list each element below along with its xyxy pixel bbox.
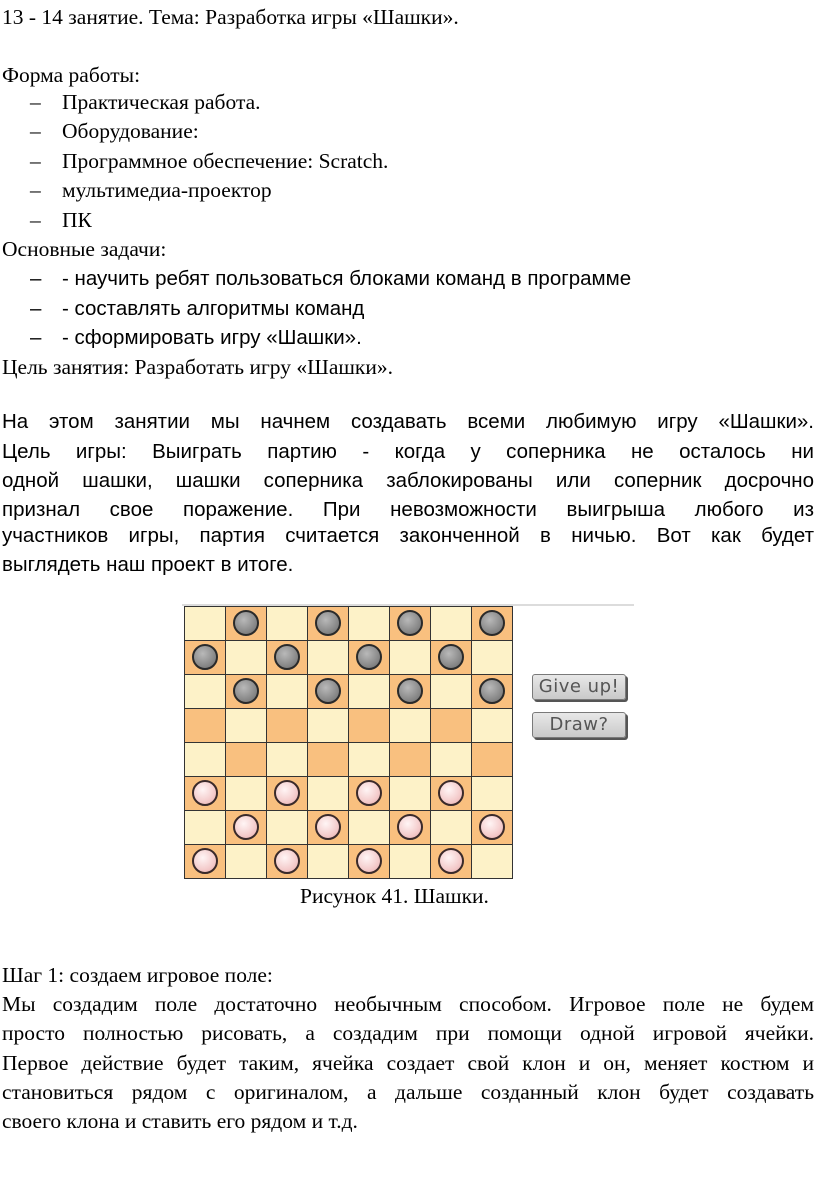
intro-line: На этом занятии мы начнем создавать всеми любимую игру «Шашки». [2,410,814,433]
dark-checker-piece[interactable] [356,644,382,670]
board-square[interactable] [471,844,513,879]
dark-checker-piece[interactable] [233,610,259,636]
page-title: 13 - 14 занятие. Тема: Разработка игры «Шашки». [2,5,459,29]
board-square[interactable] [307,742,349,777]
board-square[interactable] [266,742,308,777]
board-square[interactable] [348,810,390,845]
light-checker-piece[interactable] [356,848,382,874]
step1-line: Первое действие будет таким, ячейка создает свой клон и он, меняет костюм и [2,1051,814,1075]
board-square[interactable] [225,742,267,777]
light-checker-piece[interactable] [479,814,505,840]
form-list-item: – Программное обеспечение: Scratch. [30,149,389,173]
board-square[interactable] [225,844,267,879]
board-square[interactable] [430,742,472,777]
board-square[interactable] [471,640,513,675]
board-square[interactable] [389,844,431,879]
light-checker-piece[interactable] [356,780,382,806]
light-checker-piece[interactable] [274,780,300,806]
board-square[interactable] [225,640,267,675]
board-square[interactable] [389,640,431,675]
board-square[interactable] [184,606,226,641]
form-list-item: – мультимедиа-проектор [30,178,272,202]
intro-line: Цель игры: Выиграть партию - когда у соперника не осталось ни [2,440,814,463]
figure-caption: Рисунок 41. Шашки. [300,884,489,908]
board-square[interactable] [266,708,308,743]
tasks-list-item: – - составлять алгоритмы команд [30,297,365,320]
step1-line: становиться рядом с оригиналом, а дальше созданный клон будет создавать [2,1080,814,1104]
board-square[interactable] [430,810,472,845]
board-square[interactable] [389,708,431,743]
dark-checker-piece[interactable] [192,644,218,670]
board-square[interactable] [307,776,349,811]
dash-bullet-icon: – [30,326,42,349]
board-square[interactable] [184,810,226,845]
draw-button[interactable]: Draw? [532,712,626,738]
dark-checker-piece[interactable] [438,644,464,670]
dark-checker-piece[interactable] [233,678,259,704]
intro-line: выглядеть наш проект в итоге. [2,553,294,576]
light-checker-piece[interactable] [192,848,218,874]
tasks-heading: Основные задачи: [2,237,167,261]
form-list-item: – Оборудование: [30,119,199,143]
step1-line: Мы создадим поле достаточно необычным способом. Игровое поле не будем [2,992,814,1016]
dash-bullet-icon: – [30,178,41,202]
board-square[interactable] [225,776,267,811]
checkers-figure [182,604,634,880]
form-heading: Форма работы: [2,63,141,87]
board-square[interactable] [184,674,226,709]
board-square[interactable] [471,776,513,811]
dash-bullet-icon: – [30,90,41,114]
board-square[interactable] [389,776,431,811]
light-checker-piece[interactable] [315,814,341,840]
dark-checker-piece[interactable] [479,610,505,636]
dark-checker-piece[interactable] [479,678,505,704]
light-checker-piece[interactable] [397,814,423,840]
dash-bullet-icon: – [30,208,41,232]
dash-bullet-icon: – [30,297,42,320]
intro-line: признал свое поражение. При невозможности выигрыша любого из [2,498,814,521]
board-square[interactable] [430,674,472,709]
dark-checker-piece[interactable] [315,678,341,704]
tasks-list-item: – - научить ребят пользоваться блоками команд в программе [30,267,632,290]
dash-bullet-icon: – [30,149,41,173]
board-square[interactable] [266,606,308,641]
lesson-goal: Цель занятия: Разработать игру «Шашки». [2,355,393,379]
board-square[interactable] [471,742,513,777]
light-checker-piece[interactable] [192,780,218,806]
board-square[interactable] [389,742,431,777]
board-square[interactable] [348,674,390,709]
tasks-list-item: – - сформировать игру «Шашки». [30,326,362,349]
board-square[interactable] [348,742,390,777]
board-square[interactable] [430,606,472,641]
dash-bullet-icon: – [30,119,41,143]
dash-bullet-icon: – [30,267,42,290]
dark-checker-piece[interactable] [274,644,300,670]
board-square[interactable] [307,708,349,743]
board-square[interactable] [471,708,513,743]
board-square[interactable] [348,708,390,743]
board-square[interactable] [266,674,308,709]
board-square[interactable] [266,810,308,845]
step1-line: своего клона и ставить его рядом и т.д. [2,1109,358,1133]
dark-checker-piece[interactable] [397,678,423,704]
dark-checker-piece[interactable] [397,610,423,636]
form-list-item: – Практическая работа. [30,90,261,114]
checkers-board [184,606,512,878]
give-up-button[interactable]: Give up! [532,674,626,700]
light-checker-piece[interactable] [274,848,300,874]
step1-line: просто полностью рисовать, а создадим при помощи одной игровой ячейки. [2,1021,814,1045]
light-checker-piece[interactable] [438,848,464,874]
intro-line: одной шашки, шашки соперника заблокированы или соперник досрочно [2,469,814,492]
board-square[interactable] [184,742,226,777]
board-square[interactable] [307,844,349,879]
step1-heading: Шаг 1: создаем игровое поле: [2,963,273,987]
light-checker-piece[interactable] [438,780,464,806]
board-square[interactable] [307,640,349,675]
light-checker-piece[interactable] [233,814,259,840]
form-list-item: – ПК [30,208,92,232]
dark-checker-piece[interactable] [315,610,341,636]
board-square[interactable] [184,708,226,743]
board-square[interactable] [348,606,390,641]
board-square[interactable] [430,708,472,743]
intro-line: участников игры, партия считается законченной в ничью. Вот как будет [2,524,814,547]
board-square[interactable] [225,708,267,743]
